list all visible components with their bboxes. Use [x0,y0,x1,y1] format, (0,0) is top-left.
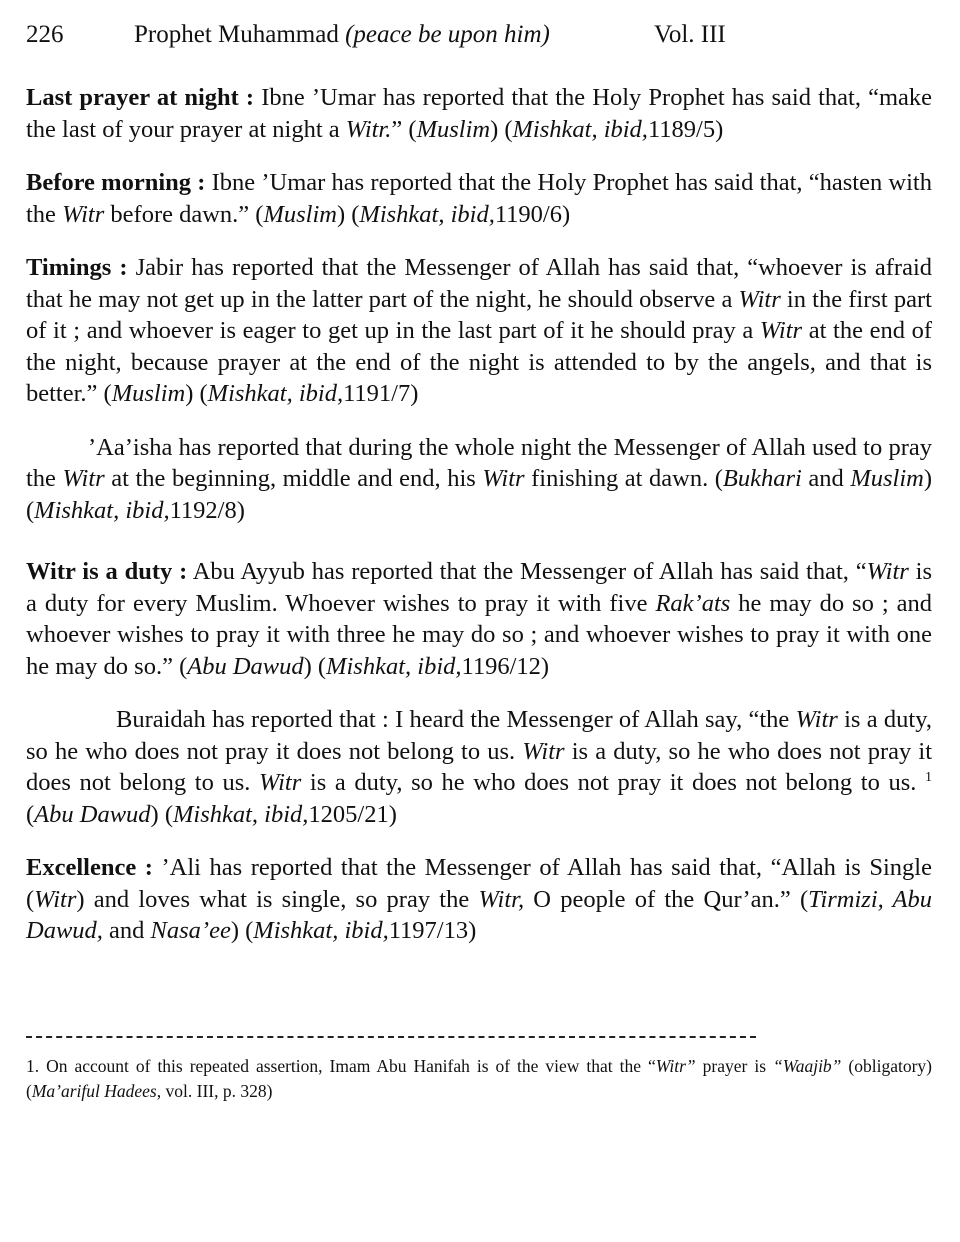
text-run: 1. On account of this repeated assertion, Imam Abu Hanifah is of the view that the “ [26,1056,656,1076]
text-run: ( [26,800,35,828]
italic-run: Muslim [111,380,186,407]
text-run: Ibne ’Umar has reported that the Holy Prophet has said that, “hasten with the [26,169,932,228]
volume-label: Vol. III [654,21,726,48]
section-heading: Last prayer at night : [26,84,255,111]
italic-run: Mishkat, ibid, [173,800,309,828]
italic-run: Bukhari [722,465,802,492]
text-run: ) ( [303,652,327,680]
italic-run: Tirmizi, Abu Dawud, [26,885,932,944]
italic-run: Muslim [416,115,491,143]
book-title [134,20,550,50]
text-run: , vol. III, p. 328) [156,1081,273,1101]
paragraph-before-morning [26,167,932,230]
italic-run: Witr [795,706,838,733]
italic-run: Abu Dawud [34,800,151,828]
text-run: 1191/7) [343,380,419,407]
italic-run: Abu Dawud [187,652,304,680]
text-run: 1190/6) [494,200,571,228]
italic-run: Nasa’ee [150,917,231,944]
section-heading: Excellence : [26,854,153,881]
text-run: 1192/8) [169,496,245,524]
italic-run: “Waajib” [773,1056,842,1076]
section-heading: Timings : [26,254,128,281]
text-run: in the first part of it ; and whoever is eager to get up in the last part of it he should pray a [26,285,932,344]
footnote-marker[interactable]: 1 [925,770,932,785]
paragraph-aaisha [26,432,932,527]
text-run: at the end of the night, because prayer at the end of the night is attended to by the angels, and that is better.” ( [26,317,932,407]
text-run: ) ( [26,465,932,524]
paragraph-witr-is-a-duty [26,556,932,682]
text-run: at the beginning, middle and end, his [104,465,483,492]
book-title-honorific: (peace be upon him) [345,21,550,48]
text-run: is a duty for every Muslim. Whoever wishes to pray it with five [26,558,932,617]
italic-run: Witr [62,465,105,492]
footnote-divider [26,1036,756,1038]
text-run: 1205/21) [308,800,397,828]
text-run: ’Ali has reported that the Messenger of Allah has said that, “Allah is Single ( [26,854,932,913]
text-run: ” ( [391,115,417,143]
text-run: and [102,917,151,944]
text-run: ) ( [150,800,173,828]
text-run: he may do so ; and whoever wishes to pray it with three he may do so ; and whoever wishes to pray it with one he may do so.” ( [26,589,932,680]
italic-run: Mishkat, ibid, [34,496,170,524]
italic-run: Witr [759,317,803,344]
text-run: prayer is [695,1056,773,1076]
text-run: Buraidah has reported that : I heard the Messenger of Allah say, “the [116,706,796,733]
italic-run: Mishkat, ibid, [512,115,648,143]
italic-run: Rak’ats [655,589,731,617]
text-run: ) ( [336,200,360,228]
paragraph-excellence [26,852,932,947]
paragraph-timings [26,252,932,410]
italic-run: Witr [34,885,77,913]
page-body [26,82,932,969]
text-run: ’Aa’isha has reported that during the whole night the Messenger of Allah used to pray the [26,433,932,492]
italic-run: Witr. [345,115,392,143]
text-run: Jabir has reported that the Messenger of Allah has said that, “whoever is afraid that he may not get up in the latter part of the night, he should observe a [26,254,933,313]
text-run: (obligatory) ( [26,1056,932,1101]
italic-run: Witr [482,465,525,492]
text-run: ) and loves what is single, so pray the [76,885,479,913]
italic-run: Witr [62,200,105,228]
footnote [26,1054,932,1104]
italic-run: Witr [738,285,781,313]
text-run: 1197/13) [388,917,477,944]
italic-run: Witr [866,558,909,585]
text-run: O people of the Qur’an.” ( [524,885,809,913]
text-run: 1196/12) [461,652,550,680]
text-run: ) ( [185,380,208,407]
italic-run: Mishkat, ibid, [359,200,495,228]
book-title-main: Prophet Muhammad [134,21,339,48]
italic-run: Witr” [655,1056,696,1076]
text-run: is a duty, so he who does not pray it does not belong to us. [301,769,925,796]
italic-run: Mishkat, ibid, [253,917,389,944]
italic-run: Muslim [263,200,337,228]
page-number: 226 [26,21,64,48]
italic-run: Witr [522,737,565,765]
italic-run: Ma’ariful Hadees [31,1081,157,1101]
text-run: Abu Ayyub has reported that the Messenger of Allah has said that, “ [187,558,867,585]
paragraph-last-prayer-at-night [26,82,932,145]
running-header [26,20,932,50]
italic-run: Mishkat, ibid, [326,652,462,680]
section-heading: Before morning : [26,169,206,196]
text-run: before dawn.” ( [104,200,264,228]
paragraph-buraidah [26,704,932,830]
text-run: and [801,465,851,492]
italic-run: Witr [259,769,302,796]
italic-run: Mishkat, ibid, [207,380,344,407]
italic-run: Witr, [478,885,525,913]
italic-run: Muslim [850,465,924,492]
text-run: ) ( [490,115,513,143]
text-run: 1189/5) [647,115,724,143]
section-heading: Witr is a duty : [26,558,188,585]
text-run: is a duty, so he who does not pray it does not belong to us. [26,737,933,796]
text-run: Ibne ’Umar has reported that the Holy Prophet has said that, “make the last of your prayer at night a [26,84,932,143]
text-run: ) ( [230,917,254,944]
text-run: is a duty, so he who does not pray it does not belong to us. [26,706,933,765]
text-run: finishing at dawn. ( [524,465,723,492]
